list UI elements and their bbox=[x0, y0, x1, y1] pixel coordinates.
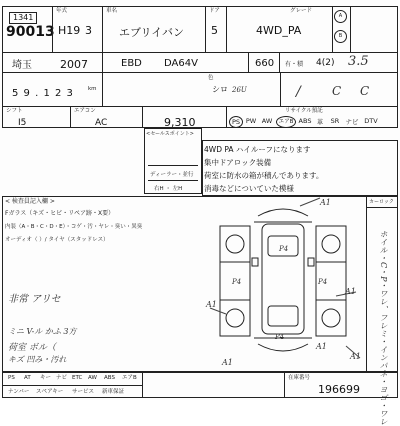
damage-mark: A1 bbox=[320, 198, 331, 207]
stamp-mark: B bbox=[334, 30, 347, 43]
option-navi: ナビ bbox=[345, 118, 359, 126]
footer-item: PS bbox=[8, 375, 15, 381]
paint-mark: P4 bbox=[232, 278, 242, 286]
inspection-title: < 検査員記入欄 > bbox=[5, 198, 55, 205]
option-abs: ABS bbox=[298, 117, 312, 125]
note-line: 荷室に防水の箱が積んであります。 bbox=[204, 171, 324, 180]
color-code: 26U bbox=[232, 86, 247, 94]
handwritten-mark: C bbox=[360, 84, 370, 98]
mileage: 9,310 bbox=[164, 116, 196, 129]
handwritten-note: キズ 凹み・汚れ bbox=[8, 355, 67, 364]
shift: I5 bbox=[18, 118, 27, 128]
color-label: 色 bbox=[208, 75, 214, 81]
option-dtv: DTV bbox=[364, 117, 378, 125]
wheel-front-left bbox=[226, 235, 244, 253]
paint-mark: P4 bbox=[318, 278, 328, 286]
car-diagram bbox=[200, 196, 366, 372]
sales-point-title: <セールスポイント> bbox=[146, 131, 194, 137]
handwritten-mark: C bbox=[332, 84, 342, 98]
damage-mark: A1 bbox=[345, 287, 356, 296]
lot-label: 1341 bbox=[13, 13, 34, 22]
first-registration: 2007 bbox=[60, 58, 88, 71]
displacement: 660 bbox=[255, 58, 275, 69]
note-line: 集中ドアロック装備 bbox=[204, 158, 272, 167]
left-mirror bbox=[252, 258, 258, 266]
model: DA64V bbox=[164, 58, 198, 69]
recycle-label: リサイクル預託 bbox=[285, 108, 323, 114]
footer-row2-item: ナンバー bbox=[8, 389, 30, 395]
footer-item: ETC bbox=[72, 375, 83, 381]
load-capacity: 3.5 bbox=[348, 54, 369, 69]
footer-row2-item: 新車保証 bbox=[102, 389, 125, 395]
year-month: 3 bbox=[85, 24, 92, 37]
side-damage-note: ホイル・C・P・ワレ、フレミ・インパネ・ヨゴ・ワレ bbox=[379, 230, 388, 426]
color: シロ bbox=[212, 85, 228, 94]
inspection-line: オーディオ（ ）/ タイヤ（スタッドレス） bbox=[5, 237, 109, 243]
doors: 5 bbox=[211, 24, 218, 37]
footer-item: エアB bbox=[122, 375, 137, 381]
shift-label: シフト bbox=[6, 108, 23, 114]
handwritten-mark: / bbox=[296, 84, 301, 100]
footer-row2-item: サービス bbox=[72, 389, 95, 395]
front-bumper bbox=[258, 209, 308, 216]
sales-point-box bbox=[144, 128, 202, 194]
stamp-mark: A bbox=[334, 10, 347, 23]
handwritten-note: ミニ V-ル かふ 3方 bbox=[8, 327, 77, 336]
stock-label: 在庫番号 bbox=[288, 375, 311, 381]
wheel-rear-left bbox=[226, 309, 244, 327]
rear-bumper bbox=[258, 344, 308, 351]
damage-mark: A1 bbox=[222, 358, 233, 367]
footer-item: AW bbox=[88, 375, 97, 381]
dealer-row: ディーラー・並行 bbox=[150, 172, 194, 178]
footer-item: ABS bbox=[104, 375, 115, 381]
stock-number: 196699 bbox=[318, 383, 360, 396]
car-lock-label: カーロック bbox=[369, 199, 394, 205]
inspection-line: Fガラス（キズ・ヒビ・リペア跡・X要） bbox=[5, 210, 115, 217]
footer-row2-item: スペアキー bbox=[36, 389, 64, 395]
seats-label: 有・積 bbox=[285, 61, 304, 68]
note-line: 消毒などについていた模様 bbox=[204, 184, 294, 193]
handwritten-note: 荷室 ボル（ bbox=[8, 343, 56, 353]
steering-row: 右H ・ 左H bbox=[154, 186, 183, 192]
option-leather: 革 bbox=[316, 118, 324, 126]
option-sunroof: SR bbox=[330, 117, 340, 125]
wheel-rear-right bbox=[322, 309, 340, 327]
option-pw: PW bbox=[245, 117, 257, 125]
shaken-date: 5 9 . 1 2 3 bbox=[12, 88, 74, 99]
ac-label: エアコン bbox=[74, 108, 96, 114]
damage-mark: A1 bbox=[206, 300, 217, 309]
name-label: 車名 bbox=[106, 8, 118, 14]
paint-mark: P4 bbox=[279, 245, 289, 253]
year-label: 年式 bbox=[56, 8, 68, 14]
grade: 4WD_PA bbox=[256, 24, 302, 37]
year: H19 bbox=[58, 24, 81, 37]
model-code: EBD bbox=[121, 58, 142, 69]
footer-item: ナビ bbox=[56, 375, 68, 381]
damage-mark: A1 bbox=[350, 352, 361, 361]
prefecture: 埼玉 bbox=[12, 60, 32, 71]
option-aw: AW bbox=[261, 117, 273, 125]
damage-mark: A1 bbox=[316, 342, 327, 351]
footer-item: キー bbox=[40, 375, 52, 381]
wheel-front-right bbox=[322, 235, 340, 253]
footer-item: AT bbox=[24, 375, 31, 381]
doors-label: ドア bbox=[209, 8, 220, 14]
option-airbag: エアB bbox=[276, 116, 296, 128]
air-conditioning: AC bbox=[95, 118, 108, 128]
right-mirror bbox=[308, 258, 314, 266]
seats: 4(2) bbox=[316, 58, 335, 68]
inspection-line: 内装（A・B・C・D・E）・コゲ・汚・ヤレ・臭い・異臭 bbox=[5, 224, 143, 230]
note-line: 4WD PA ハイルーフになります bbox=[204, 145, 311, 154]
grade-label: グレード bbox=[290, 8, 313, 14]
option-ps: PS bbox=[229, 116, 243, 128]
rear-window bbox=[268, 306, 298, 326]
paint-mark: P4 bbox=[275, 333, 285, 341]
handwritten-note: 非常 アリセ bbox=[8, 294, 61, 305]
mileage-unit: km bbox=[88, 86, 97, 92]
lot-number: 90013 bbox=[6, 24, 55, 40]
car-name: エブリイバン bbox=[119, 26, 185, 39]
